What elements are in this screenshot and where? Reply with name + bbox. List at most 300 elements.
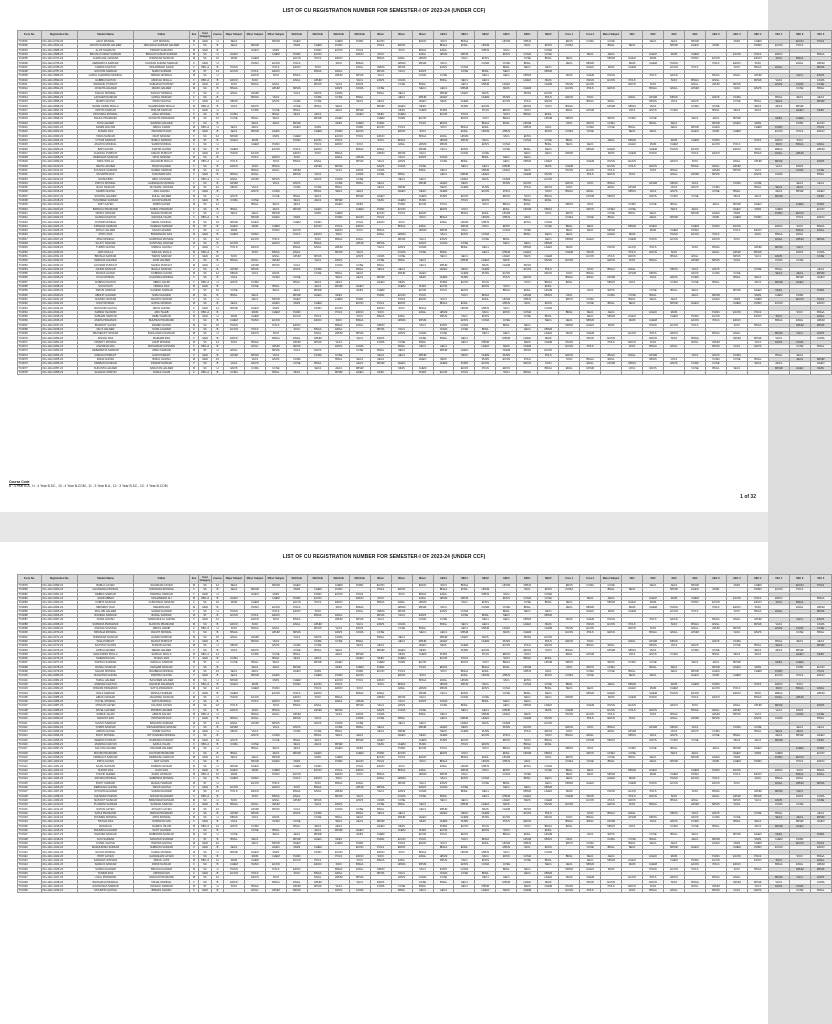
table-cell: BNGL (391, 173, 412, 177)
table-cell: B (212, 216, 224, 220)
column-header: AEC 3 (705, 575, 726, 584)
table-cell: KALIDAS GAYEN (134, 704, 190, 708)
table-cell: VAC1 (307, 259, 328, 263)
table-cell: 011-1111-0953-23 (42, 349, 78, 353)
table-cell: PHSN (475, 816, 496, 820)
table-cell: M (190, 117, 199, 121)
table-cell: F (190, 734, 199, 738)
table-cell: ENVS (789, 250, 810, 254)
table-cell: 011-1111-0948-23 (42, 327, 78, 331)
table-cell: AEC1 (684, 207, 705, 211)
table-cell: OBC-A (199, 742, 212, 746)
table-cell: GURUPADA NASKAR (134, 601, 190, 605)
table-cell: SEC1 (412, 87, 433, 91)
table-cell: SOCI (643, 340, 664, 344)
table-cell: BNGL (349, 725, 370, 729)
table-cell: HGEO (412, 100, 433, 104)
table-cell: B (212, 760, 224, 764)
table-cell: BNGA (789, 143, 810, 147)
table-cell: PINTU DAS (78, 233, 134, 237)
table-cell: 10 (212, 151, 224, 155)
table-cell: BNGA (559, 734, 580, 738)
table-cell: ECON (265, 319, 286, 323)
table-cell: M (190, 168, 199, 172)
table-cell: HPHM (684, 87, 705, 91)
table-cell: POLS (475, 280, 496, 284)
table-cell: SUDAM HALDER (134, 790, 190, 794)
table-cell: PHSN (286, 52, 307, 56)
table-cell: 10 (212, 773, 224, 777)
table-cell: HPHM (517, 207, 538, 211)
table-cell: MHIS (391, 280, 412, 284)
table-cell: AEC1 (664, 584, 685, 588)
table-cell: ECON (580, 254, 601, 258)
table-cell: 011-1111-0898-23 (42, 113, 78, 117)
table-cell: TC0129 (18, 798, 42, 802)
table-cell: PHSN (454, 362, 475, 366)
table-cell: MHIS (622, 61, 643, 65)
table-cell: ENGL (705, 794, 726, 798)
table-cell: 12 (212, 652, 224, 656)
table-cell: MPHR (286, 751, 307, 755)
table-cell: HPHM (643, 95, 664, 99)
table-cell: MHIS (307, 211, 328, 215)
table-cell: BNGL (286, 194, 307, 198)
table-cell: HPHM (412, 773, 433, 777)
table-cell: MPHR (224, 678, 245, 682)
table-cell: PHSN (265, 143, 286, 147)
table-cell: ENVS (349, 168, 370, 172)
table-cell: 011-1111-0996-23 (42, 742, 78, 746)
table-cell: TC0078 (18, 370, 42, 374)
table-cell: BNGA (789, 687, 810, 691)
table-cell: CCSE (538, 682, 559, 686)
table-cell: PHSN (747, 302, 768, 306)
table-cell: ENVS (538, 44, 559, 48)
table-cell: 011-1111-0907-23 (42, 151, 78, 155)
table-cell: MPHS (538, 751, 559, 755)
table-cell: B (212, 233, 224, 237)
table-cell: ECON (517, 267, 538, 271)
table-cell: CCMA (307, 95, 328, 99)
table-cell: HPHM (307, 622, 328, 626)
table-cell: BNGL (747, 644, 768, 648)
table-cell: CHEM (224, 233, 245, 237)
table-cell: SOCI (726, 323, 747, 327)
table-cell: 011-1111-0974-23 (42, 648, 78, 652)
table-cell: VAC1 (789, 618, 810, 622)
table-cell: ECON (496, 644, 517, 648)
table-cell: TC0036 (18, 190, 42, 194)
table-cell: F (190, 151, 199, 155)
table-cell: EDCN (391, 588, 412, 592)
table-cell: HPHM (580, 194, 601, 198)
table-cell: ENGL (684, 340, 705, 344)
table-cell: CHEM (664, 687, 685, 691)
table-cell: EDCN (705, 695, 726, 699)
table-cell: MHIS (768, 661, 789, 665)
table-cell: ENGL (328, 614, 349, 618)
table-cell: ENVS (496, 768, 517, 772)
table-cell: M (190, 781, 199, 785)
table-cell: SOCI (580, 95, 601, 99)
table-cell: MHIS (286, 760, 307, 764)
table-cell: MPHS (391, 151, 412, 155)
table-cell: CCSE (601, 584, 622, 588)
table-cell: CHEM (244, 315, 265, 319)
table-cell: CHEM (286, 764, 307, 768)
table-cell: BAPAN PRAMANIK (134, 811, 190, 815)
table-cell: MPHS (622, 362, 643, 366)
table-cell: CCMA (517, 138, 538, 142)
table-cell: ENGL (726, 74, 747, 78)
table-cell: BNGA (328, 237, 349, 241)
table-cell: VAC1 (454, 229, 475, 233)
table-cell: B (212, 639, 224, 643)
table-cell: ENVS (307, 721, 328, 725)
table-cell: CHEM (224, 319, 245, 323)
table-cell: SEC1 (768, 644, 789, 648)
table-cell: MPHR (768, 194, 789, 198)
table-cell: MHIS (622, 777, 643, 781)
table-cell: ECON (349, 130, 370, 134)
table-cell: GEN (199, 173, 212, 177)
table-cell: BNGA (307, 327, 328, 331)
table-cell: BNGA (705, 246, 726, 250)
table-cell: BIKRAM PRAMANIK (78, 687, 134, 691)
table-cell: 011-1111-0952-23 (42, 345, 78, 349)
table-cell: BNGL (538, 601, 559, 605)
table-cell: TAPASI SARDAR (78, 289, 134, 293)
table-cell: MPHR (768, 738, 789, 742)
table-cell: AEC1 (265, 207, 286, 211)
table-cell: MPHR (349, 738, 370, 742)
table-cell: EDCN (643, 164, 664, 168)
table-cell: MHIS (664, 596, 685, 600)
table-cell: 011-1111-0906-23 (42, 147, 78, 151)
table-cell: AEC1 (454, 82, 475, 86)
table-cell: AEC1 (475, 164, 496, 168)
table-cell: TC0004 (18, 52, 42, 56)
table-cell (810, 370, 831, 374)
table-cell: OBC-A (199, 682, 212, 686)
table-cell: VAC1 (538, 669, 559, 673)
column-header: AEC1 (433, 31, 454, 40)
table-cell: POLS (705, 61, 726, 65)
table-cell: MPHR (705, 293, 726, 297)
table-cell: HPHM (622, 272, 643, 276)
table-cell: MHIS (705, 130, 726, 134)
table-cell: ENVS (224, 366, 245, 370)
table-cell: ECON (810, 121, 831, 125)
table-cell: SEC1 (224, 755, 245, 759)
table-cell: POLS (370, 44, 391, 48)
table-cell: CCSE (643, 117, 664, 121)
table-cell: BNGA (328, 323, 349, 327)
table-cell: PHSN (643, 237, 664, 241)
table-cell: POLS (622, 708, 643, 712)
table-cell: ENVS (412, 241, 433, 245)
table-cell: MPHR (684, 669, 705, 673)
table-cell: HPHM (517, 293, 538, 297)
table-cell: SOCI (768, 143, 789, 147)
table-cell: KAUSTAV GAYEN (78, 644, 134, 648)
table-cell: AEC1 (705, 747, 726, 751)
table-cell: BNGL (517, 233, 538, 237)
table-cell: B (212, 734, 224, 738)
table-cell: BNGL (433, 78, 454, 82)
table-cell: AEC1 (391, 267, 412, 271)
column-header: Minor Subject (601, 575, 622, 584)
table-cell: TC0127 (18, 790, 42, 794)
table-cell: ENVS (349, 82, 370, 86)
table-cell: MPHR (664, 216, 685, 220)
table-cell: CHEM (559, 794, 580, 798)
table-cell: MPHR (601, 773, 622, 777)
table-cell: VAC1 (496, 678, 517, 682)
table-cell: TC0025 (18, 143, 42, 147)
table-cell: HPHM (349, 700, 370, 704)
table-cell: AEC1 (810, 267, 831, 271)
table-cell: ENGL (454, 674, 475, 678)
table-cell: SEC1 (286, 742, 307, 746)
table-cell: PHSN (349, 125, 370, 129)
table-cell: HGEO (224, 138, 245, 142)
table-cell: BNGA (286, 160, 307, 164)
table-cell: ENVS (664, 190, 685, 194)
table-cell: 011-1111-0895-23 (42, 100, 78, 104)
table-cell: EDCN (496, 366, 517, 370)
table-cell: CHEM (496, 721, 517, 725)
table-cell: HPHM (286, 712, 307, 716)
table-cell: ENVS (538, 302, 559, 306)
table-cell: ECON (349, 216, 370, 220)
table-cell: CCMA (475, 61, 496, 65)
table-cell: 011-1111-1008-23 (42, 794, 78, 798)
table-cell: ECON (726, 768, 747, 772)
table-cell: AEC1 (307, 113, 328, 117)
table-cell: TC0012 (18, 87, 42, 91)
table-cell: PHSN (349, 297, 370, 301)
table-cell: PHSN (496, 725, 517, 729)
table-cell: HPHM (726, 164, 747, 168)
table-cell: POLS (307, 315, 328, 319)
table-cell: ENGL (370, 233, 391, 237)
table-cell: PHSN (328, 588, 349, 592)
table-cell: POLS (601, 254, 622, 258)
table-cell: H (212, 332, 224, 336)
table-cell: CHEM (580, 74, 601, 78)
table-cell: 011-1111-0902-23 (42, 130, 78, 134)
table-cell: SOCI (726, 781, 747, 785)
table-cell: ECON (705, 687, 726, 691)
table-cell: TC0064 (18, 310, 42, 314)
table-cell: DILIP MONDAL (78, 302, 134, 306)
table-cell: ECON (622, 160, 643, 164)
table-cell: POLS (244, 327, 265, 331)
table-cell: B (212, 241, 224, 245)
table-cell: M (190, 263, 199, 267)
table-cell: B (212, 657, 224, 661)
table-cell: MHIS (643, 229, 664, 233)
table-cell: EDCN (370, 220, 391, 224)
table-cell: CCMA (789, 340, 810, 344)
table-cell: POLS (705, 777, 726, 781)
table-cell: ENVS (265, 357, 286, 361)
table-cell: F (190, 190, 199, 194)
table-cell: ENGL (244, 803, 265, 807)
table-cell: MPHS (391, 781, 412, 785)
table-cell: MPHS (643, 816, 664, 820)
table-cell: BNGA (244, 168, 265, 172)
table-cell: SEC1 (622, 44, 643, 48)
table-cell: BNGA (580, 644, 601, 648)
table-cell: SOCI (684, 246, 705, 250)
table-cell: BNGA (664, 712, 685, 716)
table-cell: H (212, 246, 224, 250)
table-cell: CCSE (810, 254, 831, 258)
table-cell: AEC1 (559, 61, 580, 65)
table-cell: HGEO (810, 276, 831, 280)
table-cell: ECON (349, 674, 370, 678)
table-cell: TC0026 (18, 147, 42, 151)
table-cell: ENGL (391, 315, 412, 319)
table-cell: BNGA (224, 259, 245, 263)
table-cell: EDCN (454, 117, 475, 121)
table-cell: ANIL GHOSH (134, 190, 190, 194)
table-cell: MPHR (391, 272, 412, 276)
table-cell: MPHS (454, 596, 475, 600)
table-cell: CCSE (370, 87, 391, 91)
table-cell: 011-1111-0987-23 (42, 704, 78, 708)
table-cell: VAC1 (622, 366, 643, 370)
table-cell: ENGL (286, 794, 307, 798)
table-cell: 011-1111-0940-23 (42, 293, 78, 297)
table-cell: 12 (212, 687, 224, 691)
table-cell: POLS (684, 323, 705, 327)
table-cell: TC0107 (18, 704, 42, 708)
table-cell: HGEO (328, 661, 349, 665)
table-cell: TC0118 (18, 751, 42, 755)
table-cell: VAC1 (328, 626, 349, 630)
table-cell: HGEO (496, 168, 517, 172)
table-cell: SEC1 (475, 790, 496, 794)
table-cell: MPHR (454, 173, 475, 177)
table-cell: ENVS (517, 678, 538, 682)
table-cell: POLS (517, 357, 538, 361)
table-cell: JHUMA NASKAR (78, 267, 134, 271)
table-cell: SEC1 (559, 687, 580, 691)
table-cell: PHSN (664, 61, 685, 65)
table-cell: ENGL (705, 78, 726, 82)
table-cell: CCSE (349, 349, 370, 353)
column-header: SEC2 (538, 31, 559, 40)
table-cell: ZAKIR HOSSAIN (134, 773, 190, 777)
table-cell: SEC1 (789, 639, 810, 643)
table-cell: CCSE (412, 708, 433, 712)
table-cell: VAC1 (684, 353, 705, 357)
table-cell: MHIS (559, 790, 580, 794)
table-cell: HGEO (684, 130, 705, 134)
table-cell: TC0006 (18, 61, 42, 65)
table-cell: MHIS (726, 211, 747, 215)
table-cell: AEC1 (370, 644, 391, 648)
table-cell: CCMA (559, 44, 580, 48)
table-cell: POLS (454, 370, 475, 374)
table-cell: CCMA (349, 717, 370, 721)
table-cell: M (190, 250, 199, 254)
table-cell: ENVS (768, 340, 789, 344)
table-cell: PHSN (244, 777, 265, 781)
table-cell: HPHM (349, 241, 370, 245)
table-cell: MPHR (580, 61, 601, 65)
table-cell: POLS (370, 588, 391, 592)
table-cell: HPHM (601, 648, 622, 652)
table-cell: F (190, 794, 199, 798)
table-cell: 011-1111-0931-23 (42, 254, 78, 258)
column-header: AEC1 (496, 575, 517, 584)
table-cell: SOCI (244, 250, 265, 254)
table-cell: MPHS (265, 349, 286, 353)
table-cell: AEC1 (538, 237, 559, 241)
table-cell: ENVS (684, 100, 705, 104)
table-cell: H (212, 730, 224, 734)
table-cell: CCSE (705, 648, 726, 652)
column-header: Major Subject (224, 575, 245, 584)
table-cell: F (190, 362, 199, 366)
table-cell: BNGL (307, 734, 328, 738)
column-header: SEC1 (517, 31, 538, 40)
table-cell: ENGL (664, 631, 685, 635)
table-cell: H (212, 297, 224, 301)
table-cell: EDCN (810, 674, 831, 678)
table-cell: SOCI (496, 657, 517, 661)
table-cell: TC0083 (18, 601, 42, 605)
table-cell: M (190, 125, 199, 129)
table-cell: SOCI (643, 82, 664, 86)
table-cell: CHEM (747, 584, 768, 588)
table-cell: HGEO (412, 272, 433, 276)
table-cell: ECON (810, 665, 831, 669)
table-cell: ENVS (768, 798, 789, 802)
table-cell: CCSE (475, 237, 496, 241)
table-cell: VAC1 (664, 100, 685, 104)
table-cell: MPHS (412, 61, 433, 65)
table-cell: TC0100 (18, 674, 42, 678)
table-cell: HPHM (286, 340, 307, 344)
table-cell: PHSN (412, 742, 433, 746)
table-cell: ST (199, 349, 212, 353)
table-cell: EDCN (747, 57, 768, 61)
column-header: SEC 3 (789, 31, 810, 40)
table-cell: F (190, 742, 199, 746)
table-cell: MPHS (224, 186, 245, 190)
table-cell: POLS (684, 151, 705, 155)
table-cell: SOCI (747, 233, 768, 237)
table-cell: MHIS (265, 134, 286, 138)
table-cell: CCMA (475, 605, 496, 609)
table-cell: TC0063 (18, 306, 42, 310)
table-cell: PHSN (768, 669, 789, 673)
table-cell: ECON (328, 592, 349, 596)
table-cell: CCMA (307, 811, 328, 815)
table-cell: SEC1 (664, 665, 685, 669)
table-cell: CHEM (768, 293, 789, 297)
table-cell: EDCN (370, 678, 391, 682)
table-cell: BNGA (265, 250, 286, 254)
table-cell: PHSN (475, 272, 496, 276)
table-cell: 011-1111-0981-23 (42, 678, 78, 682)
